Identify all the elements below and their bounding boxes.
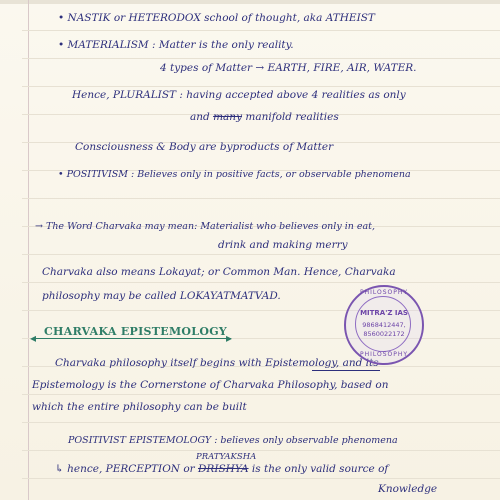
ruled-line xyxy=(22,30,500,31)
note-knowledge: Knowledge xyxy=(378,483,438,495)
stamp-bottom-text: PHILOSOPHY xyxy=(359,351,409,358)
ruled-line xyxy=(22,58,500,59)
note-drink-merry: drink and making merry xyxy=(218,239,348,251)
note-perception xyxy=(55,462,388,476)
note-hence-perception: ↳ hence, PERCEPTION or xyxy=(55,463,195,475)
note-positivist-epistemology: POSITIVIST EPISTEMOLOGY : believes only observable phenomena xyxy=(68,435,398,446)
institute-stamp xyxy=(344,285,424,365)
ruled-line xyxy=(22,394,500,395)
stamp-phone-2: 8560022172 xyxy=(363,330,405,338)
ruled-line xyxy=(22,282,500,283)
note-and: and xyxy=(190,111,210,123)
note-manifold: manifold realities xyxy=(245,111,339,123)
stamp-phone-1: 9868412447, xyxy=(362,321,406,329)
note-consciousness: Consciousness & Body are byproducts of Matter xyxy=(75,141,334,153)
note-lokayat: Charvaka also means Lokayat; or Common Man. Hence, Charvaka xyxy=(42,266,396,278)
ruled-line xyxy=(22,310,500,311)
note-pluralist: Hence, PLURALIST : having accepted above 4 realities as only xyxy=(72,89,406,101)
stamp-name: MITRA'Z IAS xyxy=(360,309,408,317)
ruled-line xyxy=(22,198,500,199)
ruled-line xyxy=(22,254,500,255)
note-entire-philosophy: which the entire philosophy can be built xyxy=(32,401,247,413)
epistemology-underline xyxy=(312,370,380,371)
note-pratyaksha: PRATYAKSHA xyxy=(196,452,257,462)
note-lokayatmatvad: philosophy may be called LOKAYATMATVAD. xyxy=(42,290,281,302)
ruled-line xyxy=(22,422,500,423)
struck-word-many: many xyxy=(213,111,243,123)
note-positivism: • POSITIVISM : Believes only in positive facts, or observable phenomena xyxy=(58,169,411,180)
arrow-left-icon: ◂ xyxy=(30,331,37,345)
ruled-line xyxy=(22,450,500,451)
note-manifold-realities xyxy=(190,110,339,124)
struck-word-drishya: DRISHYA xyxy=(198,463,249,475)
ruled-line xyxy=(22,478,500,479)
section-heading: CHARVAKA EPISTEMOLOGY xyxy=(44,325,228,338)
stamp-top-text: PHILOSOPHY xyxy=(359,289,409,296)
page-top-edge xyxy=(0,0,500,4)
note-valid-source: is the only valid source of xyxy=(251,463,389,475)
note-begins-epistemology: Charvaka philosophy itself begins with Epistemology, and its xyxy=(55,357,379,369)
margin-line xyxy=(28,0,29,500)
ruled-line xyxy=(22,86,500,87)
note-nastik: • NASTIK or HETERODOX school of thought, aka ATHEIST xyxy=(58,12,375,24)
note-cornerstone: Epistemology is the Cornerstone of Charvaka Philosophy, based on xyxy=(32,379,389,391)
arrow-right-icon: ▸ xyxy=(226,331,233,345)
note-types-of-matter: 4 types of Matter → EARTH, FIRE, AIR, WATER. xyxy=(160,62,417,74)
note-materialism: • MATERIALISM : Matter is the only reality. xyxy=(58,39,294,51)
note-word-charvaka: → The Word Charvaka may mean: Materialist who believes only in eat, xyxy=(35,221,376,232)
